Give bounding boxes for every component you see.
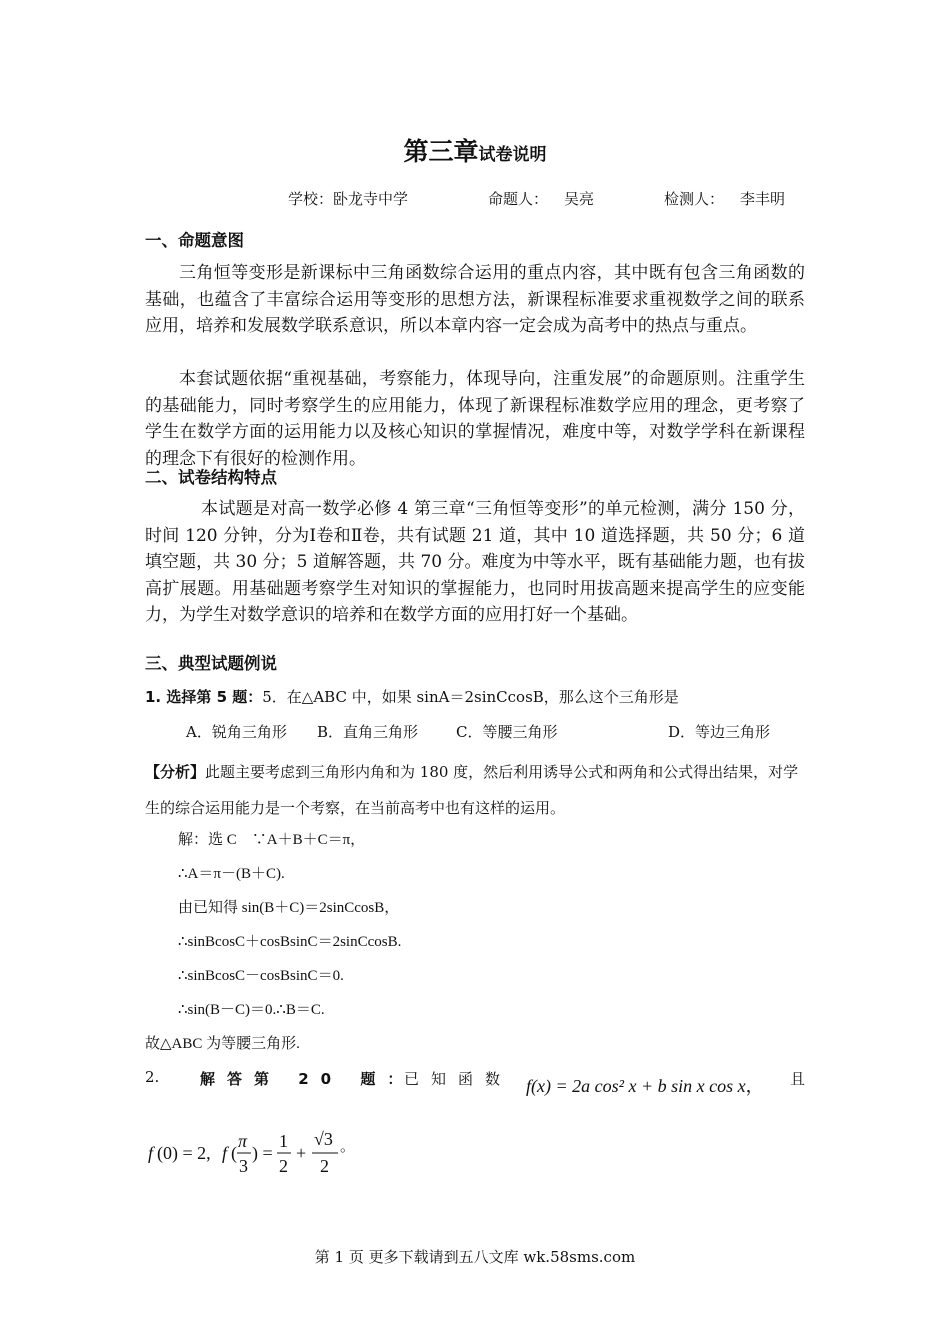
svg-text:+: + [296, 1143, 307, 1163]
svg-text:) =: ) = [252, 1143, 273, 1163]
title-sub: 试卷说明 [478, 145, 547, 165]
question-1-text: 5．在△ABC 中，如果 sinA＝2sinCcosB，那么这个三角形是 [262, 688, 679, 706]
section-3-heading: 三、典型试题例说 [145, 654, 277, 673]
page-footer: 第 1 页 更多下载请到五八文库 wk.58sms.com [314, 1248, 636, 1266]
question-2-and: 且 [790, 1070, 806, 1088]
svg-text:(0) = 2,: (0) = 2, [157, 1143, 211, 1163]
solution-line-4: ∴sinBcosC＋cosBsinC＝2sinCcosB. [178, 934, 402, 950]
option-a: A．锐角三角形 [186, 723, 287, 741]
analysis-text: 此题主要考虑到三角形内角和为 180 度，然后利用诱导公式和两角和公式得出结果，对学生的综合运用能力是一个考察，在当前高考中也有这样的运用。 [145, 763, 799, 817]
option-c: C．等腰三角形 [456, 723, 558, 741]
section-2-heading: 二、试卷结构特点 [145, 468, 277, 487]
question-1 [145, 686, 679, 707]
page-title [0, 132, 950, 168]
svg-text:f: f [222, 1143, 228, 1163]
section-1-paragraph-1: 三角恒等变形是新课标中三角函数综合运用的重点内容，其中既有包含三角函数的基础，也蕴含了丰富综合运用等变形的思想方法，新课程标准要求重视数学之间的联系应用，培养和发展数学联系意识，所以本章内容一定会成为高考中的热点与重点。 [145, 263, 805, 336]
option-d: D．等边三角形 [668, 723, 771, 741]
question-2-given: 已知函数 [404, 1070, 513, 1088]
checker-label: 检测人： [664, 190, 725, 208]
svg-text:3: 3 [239, 1156, 248, 1176]
question-1-label: 1. 选择第 5 题： [145, 688, 263, 706]
svg-text:f: f [148, 1143, 154, 1163]
section-2-paragraph-1: 本试题是对高一数学必修 4 第三章“三角恒等变形”的单元检测，满分 150 分，时间 120 分钟，分为Ⅰ卷和Ⅱ卷，共有试题 21 道，其中 10 道选择题，共 50 分；6 道填空题，共 30 分；5 道解答题，共 70 分。难度为中等水平，既有基础能力题，也有拔高扩展题。用基础题考察学生对知识的掌握能力，也同时用拔高题来提高学生的应变能力，为学生对数学意识的培养和在数学方面的应用打好一个基础。 [145, 499, 805, 625]
section-1-heading: 一、命题意图 [145, 231, 244, 250]
analysis-label: 【分析】 [145, 763, 206, 781]
svg-text:(: ( [231, 1143, 237, 1163]
solution-line-6: ∴sin(B－C)＝0.∴B＝C. [178, 1002, 325, 1018]
solution-line-1: 解：选 C ∵A＋B＋C＝π， [178, 832, 366, 848]
svg-text:√3: √3 [314, 1129, 333, 1149]
author: 吴亮 [564, 190, 595, 208]
solution-conclusion: 故△ABC 为等腰三角形. [145, 1036, 300, 1052]
condition-period: 。 [340, 1137, 356, 1155]
analysis [145, 754, 805, 826]
question-2-label: 解答第 20 题： [200, 1070, 415, 1088]
title-main: 第三章 [403, 137, 479, 166]
solution-line-2: ∴A＝π－(B＋C). [178, 866, 285, 882]
svg-text:π: π [238, 1131, 248, 1151]
author-label: 命题人： [488, 190, 549, 208]
svg-text:2: 2 [320, 1156, 329, 1176]
svg-text:1: 1 [279, 1131, 288, 1151]
solution-line-5: ∴sinBcosC－cosBsinC＝0. [178, 968, 344, 984]
section-1-paragraph-2: 本套试题依据“重视基础，考察能力，体现导向，注重发展”的命题原则。注重学生的基础能力，同时考察学生的应用能力，体现了新课程标准数学应用的理念，更考察了学生在数学方面的运用能力以及核心知识的掌握情况，难度中等，对数学学科在新课程的理念下有很好的检测作用。 [145, 369, 805, 469]
svg-text:2: 2 [279, 1156, 288, 1176]
question-2-number: 2. [145, 1068, 160, 1086]
school: 学校：卧龙寺中学 [288, 190, 409, 208]
solution-line-3: 由已知得 sin(B＋C)＝2sinCcosB， [178, 900, 400, 916]
checker: 李丰明 [740, 190, 786, 208]
option-b: B．直角三角形 [317, 723, 419, 741]
function-formula: f(x) = 2a cos² x + b sin x cos x， [526, 1076, 764, 1096]
